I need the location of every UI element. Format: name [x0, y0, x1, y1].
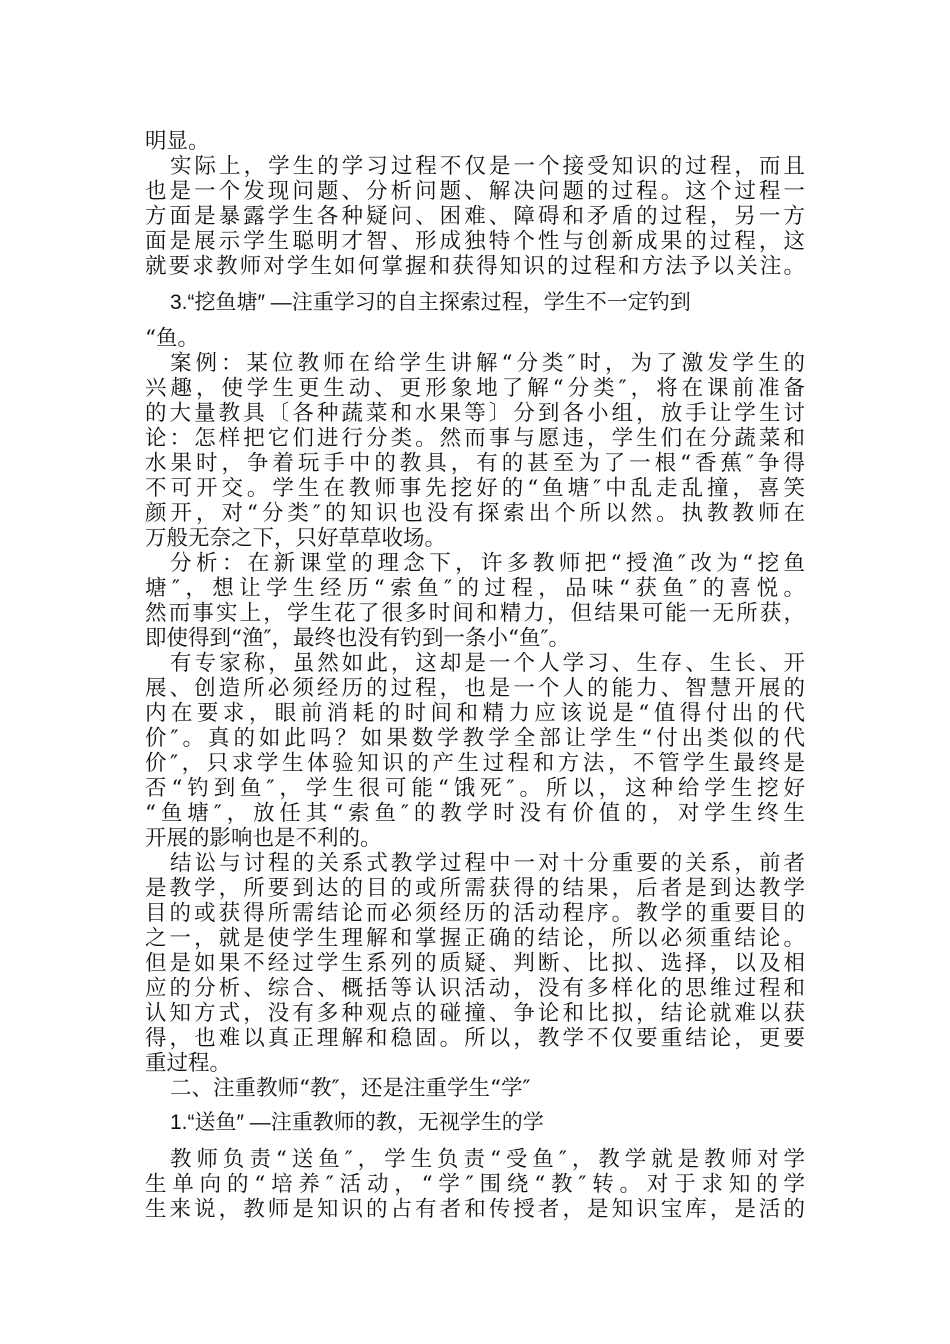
text-line: 颜开，对“分类″的知识也没有探索出个所以然。执教教师在	[145, 501, 805, 526]
text-line: 之一，就是使学生理解和掌握正确的结论，所以必须重结论。	[145, 926, 805, 951]
text-line: 是教学，所要到达的目的或所需获得的结果，后者是到达教学	[145, 876, 805, 901]
text-line: 案例：某位教师在给学生讲解“分类″时，为了激发学生的	[170, 351, 805, 376]
text-line: 就要求教师对学生如何掌握和获得知识的过程和方法予以关注。	[145, 254, 805, 279]
text-line: 结讼与讨程的关系式教学过程中一对十分重要的关系，前者	[170, 851, 805, 876]
text-line: 认知方式，没有多种观点的碰撞、争论和比拟，结论就难以获	[145, 1001, 805, 1026]
text-line: 的大量教具〔各种蔬菜和水果等〕分到各小组，放手让学生讨	[145, 401, 805, 426]
text-line: 兴趣，使学生更生动、更形象地了解“分类″，将在课前准备	[145, 376, 805, 401]
text-line: 重过程。	[145, 1051, 232, 1076]
text-line: 得，也难以真正理解和稳固。所以，教学不仅要重结论，更要	[145, 1026, 805, 1051]
text-line: 明显。	[145, 129, 210, 154]
text-line: 应的分析、综合、概括等认识活动，没有多样化的思维过程和	[145, 976, 805, 1001]
text-line: 价″。真的如此吗？如果数学教学全部让学生“付出类似的代	[145, 726, 805, 751]
section-heading: 二、注重教师“教″，还是注重学生“学″	[170, 1076, 531, 1101]
text-line: 论：怎样把它们进行分类。然而事与愿违，学生们在分蔬菜和	[145, 426, 805, 451]
text-line: 目的或获得所需结论而必须经历的活动程序。教学的重要目的	[145, 901, 805, 926]
text-line: 内在要求，眼前消耗的时间和精力应该说是“值得付出的代	[145, 701, 805, 726]
text-line: 即使得到“渔″，最终也没有钓到一条小“鱼″。	[145, 626, 571, 651]
section-heading: 3.“挖鱼塘″ —注重学习的自主探索过程，学生不一定钓到	[170, 291, 691, 314]
text-line: 展、创造所必须经历的过程，也是一个人的能力、智慧开展的	[145, 676, 805, 701]
text-line: 面是展示学生聪明才智、形成独特个性与创新成果的过程，这	[145, 229, 805, 254]
text-line: 然而事实上，学生花了很多时间和精力，但结果可能一无所获，	[145, 601, 805, 626]
text-line: 教师负责“送鱼″，学生负责“受鱼″，教学就是教师对学	[170, 1147, 805, 1172]
subsection-heading: 1.“送鱼″ —注重教师的教，无视学生的学	[170, 1111, 544, 1134]
text-line: 也是一个发现问题、分析问题、解决问题的过程。这个过程一	[145, 179, 805, 204]
text-line: “鱼塘″，放任其“索鱼″的教学时没有价值的，对学生终生	[145, 801, 805, 826]
text-line: 生单向的“培养″活动，“学″围绕“教″转。对于求知的学	[145, 1172, 805, 1197]
text-line: 但是如果不经过学生系列的质疑、判断、比拟、选择，以及相	[145, 951, 805, 976]
text-line: 塘″，想让学生经历“索鱼″的过程，品味“获鱼″的喜悦。	[145, 576, 805, 601]
text-line: 分析：在新课堂的理念下，许多教师把“授渔″改为“挖鱼	[170, 551, 805, 576]
text-line: 有专家称，虽然如此，这却是一个人学习、生存、生长、开	[170, 651, 805, 676]
text-line: 不可开交。学生在教师事先挖好的“鱼塘″中乱走乱撞，喜笑	[145, 476, 805, 501]
text-line: “鱼。	[145, 326, 199, 351]
text-line: 否“钓到鱼″，学生很可能“饿死″。所以，这种给学生挖好	[145, 776, 805, 801]
text-line: 价″，只求学生体验知识的产生过程和方法，不管学生最终是	[145, 751, 805, 776]
text-line: 万般无奈之下，只好草草收场。	[145, 526, 447, 551]
text-line: 方面是暴露学生各种疑问、困难、障碍和矛盾的过程，另一方	[145, 204, 805, 229]
text-line: 实际上，学生的学习过程不仅是一个接受知识的过程，而且	[170, 154, 805, 179]
text-line: 开展的影响也是不利的。	[145, 826, 382, 851]
text-line: 生来说，教师是知识的占有者和传授者，是知识宝库，是活的	[145, 1197, 805, 1222]
text-line: 水果时，争着玩手中的教具，有的甚至为了一根“香蕉″争得	[145, 451, 805, 476]
